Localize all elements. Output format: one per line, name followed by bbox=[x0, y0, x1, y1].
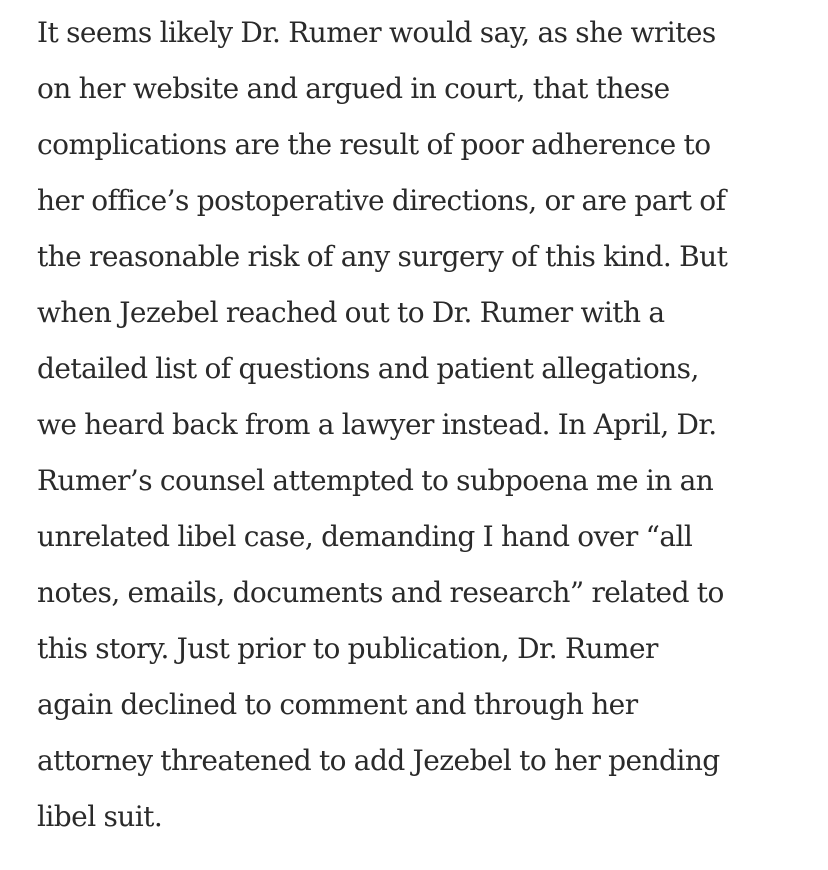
paragraph-line: notes, emails, documents and research” related to bbox=[37, 576, 724, 609]
article-paragraph bbox=[37, 5, 807, 845]
paragraph-line: Rumer’s counsel attempted to subpoena me in an bbox=[37, 464, 714, 497]
paragraph-line: when Jezebel reached out to Dr. Rumer with a bbox=[37, 296, 665, 329]
paragraph-line: this story. Just prior to publication, Dr. Rumer bbox=[37, 632, 658, 665]
paragraph-line: unrelated libel case, demanding I hand over “all bbox=[37, 520, 693, 553]
paragraph-line: It seems likely Dr. Rumer would say, as she writes bbox=[37, 16, 716, 49]
paragraph-line: attorney threatened to add Jezebel to her pending bbox=[37, 744, 720, 777]
paragraph-line: libel suit. bbox=[37, 800, 163, 833]
paragraph-line: complications are the result of poor adherence to bbox=[37, 128, 711, 161]
paragraph-line: detailed list of questions and patient allegations, bbox=[37, 352, 699, 385]
paragraph-line: the reasonable risk of any surgery of this kind. But bbox=[37, 240, 728, 273]
paragraph-line: again declined to comment and through her bbox=[37, 688, 638, 721]
paragraph-line: on her website and argued in court, that these bbox=[37, 72, 670, 105]
paragraph-line: we heard back from a lawyer instead. In April, Dr. bbox=[37, 408, 717, 441]
paragraph-line: her office’s postoperative directions, or are part of bbox=[37, 184, 726, 217]
